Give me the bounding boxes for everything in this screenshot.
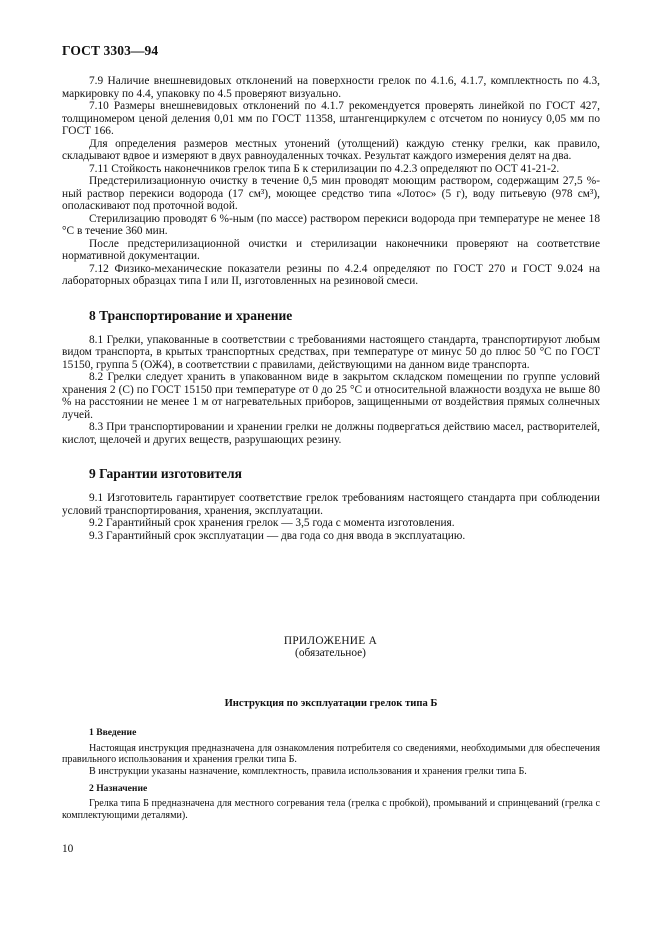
page-number: 10 (62, 843, 74, 855)
paragraph-7-9: 7.9 Наличие внешневидовых отклонений на поверхности грелок по 4.1.6, 4.1.7, комплектность по 4.3, маркировку по 4.4, упаковку по 4.5 проверяют визуально. (62, 75, 600, 100)
paragraph-8-2: 8.2 Грелки следует хранить в упакованном виде в закрытом складском помещении по группе условий хранения 2 (С) по ГОСТ 15150 при температуре от 0 до 25 °С и относительной влажности воздуха не выше 80 % на расстоянии не менее 1 м от нагревательных приборов, защищенными от воздействия прямых солнечных лучей. (62, 371, 600, 421)
instruction-subheading-purpose: 2 Назначение (89, 783, 148, 795)
paragraph-8-3: 8.3 При транспортировании и хранении грелки не должны подвергаться действию масел, растворителей, кислот, щелочей и других веществ, разрушающих резину. (62, 421, 600, 446)
instruction-intro-paragraph-2: В инструкции указаны назначение, комплектность, правила использования и хранения грелки типа Б. (89, 765, 527, 777)
paragraph-7-11-check: После предстерилизационной очистки и стерилизации наконечники проверяют на соответствие нормативной документации. (62, 237, 600, 262)
paragraph-7-12: 7.12 Физико-механические показатели резины по 4.2.4 определяют по ГОСТ 270 и ГОСТ 9.024 на лабораторных образцах типа I или II, изготовленных на резиновой смеси. (62, 262, 600, 287)
main-text-column (62, 75, 600, 542)
instruction-purpose-paragraph: Грелка типа Б предназначена для местного согревания тела (грелка с пробкой), промываний и спринцеваний (грелка с комплектующими деталями). (62, 798, 600, 821)
instruction-subheading-introduction: 1 Введение (89, 727, 137, 739)
paragraph-7-11: 7.11 Стойкость наконечников грелок типа Б к стерилизации по 4.2.3 определяют по ОСТ 41-21-2. (89, 162, 560, 175)
document-header: ГОСТ 3303—94 (62, 43, 159, 58)
annex-block (0, 635, 661, 659)
instruction-column (62, 698, 600, 821)
paragraph-7-11-sterilization: Стерилизацию проводят 6 %-ным (по массе) раствором перекиси водорода при температуре не менее 18 °С в течение 360 мин. (62, 212, 600, 237)
instruction-intro-paragraph-1: Настоящая инструкция предназначена для ознакомления потребителя со сведениями, необходимыми для обеспечения правильного использования и хранения грелки типа Б. (62, 742, 600, 766)
paragraph-9-3: 9.3 Гарантийный срок эксплуатации — два года со дня ввода в эксплуатацию. (89, 529, 466, 542)
section-9-heading: 9 Гарантии изготовителя (89, 466, 242, 481)
instruction-title: Инструкция по эксплуатации грелок типа Б (224, 698, 438, 709)
annex-title: ПРИЛОЖЕНИЕ А (283, 635, 378, 647)
paragraph-8-1: 8.1 Грелки, упакованные в соответствии с требованиями настоящего стандарта, транспортируют любым видом транспорта, в крытых транспортных средствах, при температуре от минус 50 до плюс 50 °С по ГОСТ 15150, группа 5 (ОЖ4), в соответствии с правилами, действующими на данном виде транспорта. (62, 333, 600, 371)
paragraph-7-10-continued: Для определения размеров местных утонений (утолщений) каждую стенку грелки, как правило, складывают вдвое и измеряют в двух равноудаленных точках. Результат каждого измерения делят на два. (62, 137, 600, 162)
paragraph-7-11-cleaning: Предстерилизационную очистку в течение 0,5 мин проводят моющим раствором, содержащим 27,5 %-ный раствор перекиси водорода (17 см³), моющее средство типа «Лотос» (5 г), воду питьевую (978 см³), ополаскивают под проточной водой. (62, 175, 600, 212)
paragraph-9-1: 9.1 Изготовитель гарантирует соответствие грелок требованиям настоящего стандарта при соблюдении условий транспортирования, хранения, эксплуатации. (62, 492, 600, 517)
paragraph-9-2: 9.2 Гарантийный срок хранения грелок — 3,5 года с момента изготовления. (89, 517, 455, 529)
annex-status: (обязательное) (295, 647, 366, 659)
paragraph-7-10: 7.10 Размеры внешневидовых отклонений по 4.1.7 рекомендуется проверять линейкой по ГОСТ 427, толщиномером ценой деления 0,01 мм по ГОСТ 11358, штангенциркулем с отсчетом по нониусу 0,05 мм по ГОСТ 166. (62, 100, 600, 137)
section-8-heading: 8 Транспортирование и хранение (89, 307, 293, 323)
